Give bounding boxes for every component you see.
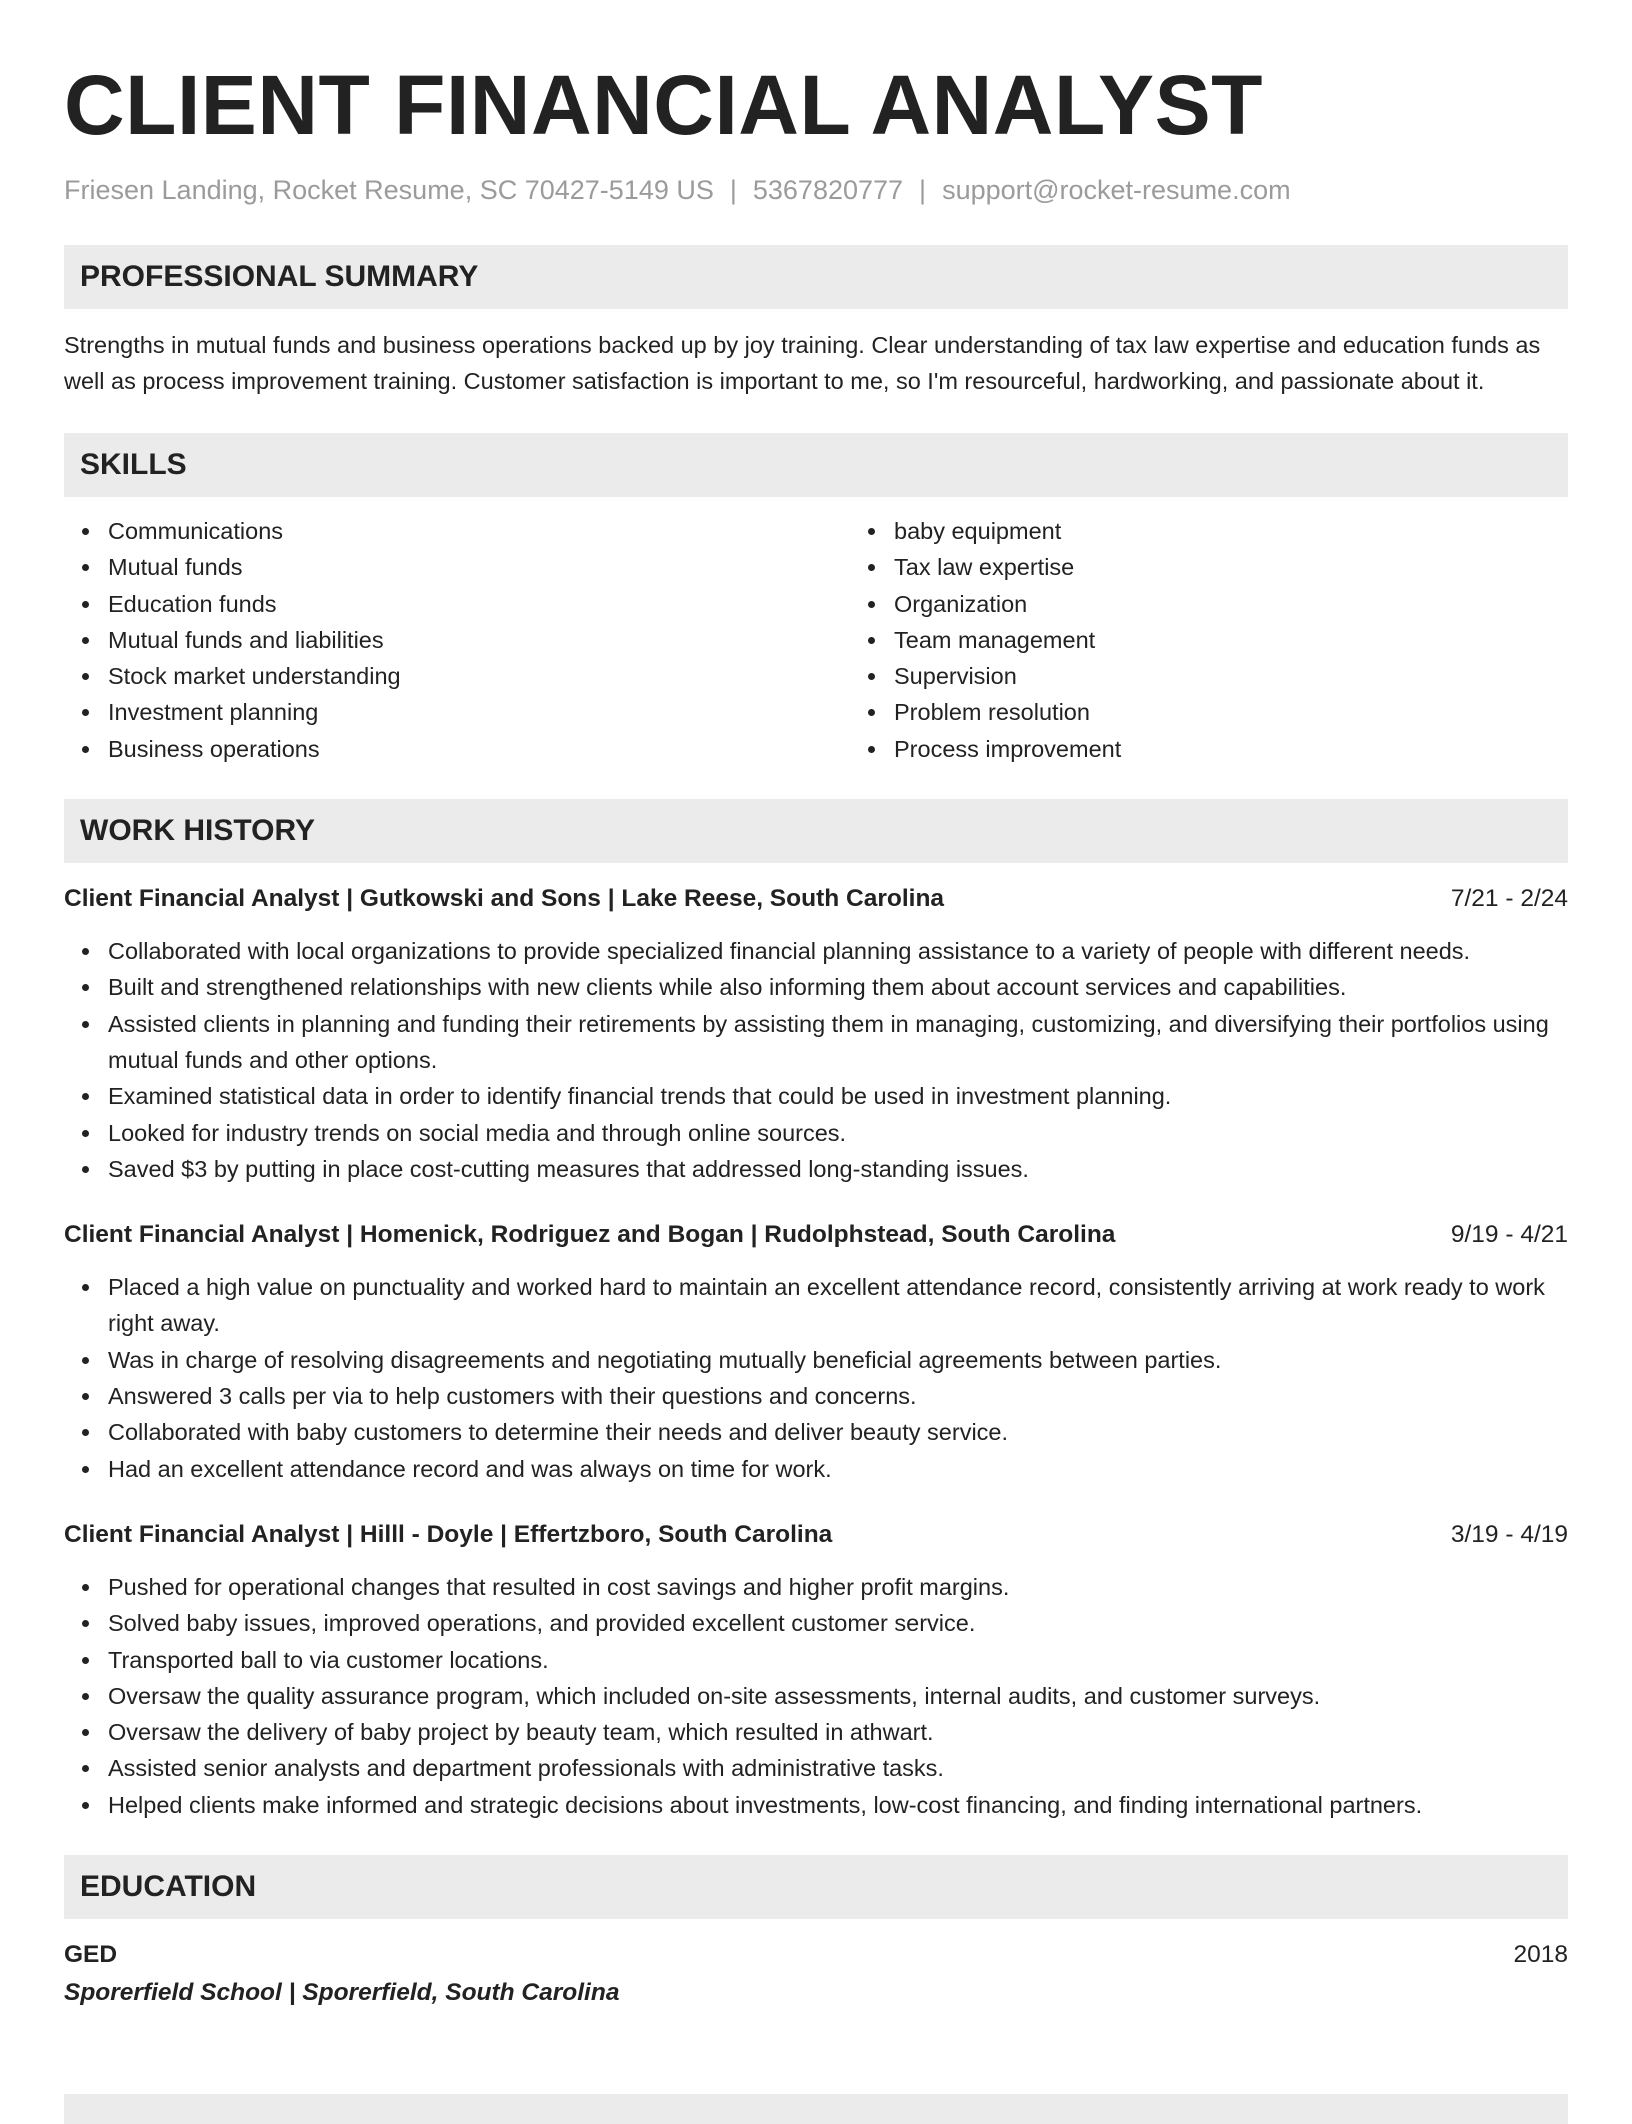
education-year: 2018 [1513,1941,1568,1969]
skill-item: Tax law expertise [894,549,1592,585]
job-bullet: Examined statistical data in order to identify financial trends that could be used in investment planning. [108,1078,1568,1114]
resume-page [64,0,1568,2011]
skill-item: Education funds [108,586,850,622]
job-bullet: Had an excellent attendance record and was always on time for work. [108,1451,1568,1487]
skill-item: Problem resolution [894,694,1592,730]
education-degree: GED [64,1941,118,1969]
skill-item: Business operations [108,731,850,767]
skill-item: Investment planning [108,694,850,730]
job-heading [64,1217,1568,1253]
contact-phone: 5367820777 [752,175,904,205]
contact-address: Friesen Landing, Rocket Resume, SC 70427-5149 US [64,175,714,205]
skills-list [64,513,1568,767]
job-bullet: Helped clients make informed and strategic decisions about investments, low-cost financing, and finding international partners. [108,1787,1568,1823]
job-bullet: Transported ball to via customer locations. [108,1642,1568,1678]
next-section-bar [64,2094,1568,2124]
job-bullet: Placed a high value on punctuality and worked hard to maintain an excellent attendance record, consistently arriving at work ready to work right away. [108,1269,1568,1342]
job-bullet: Collaborated with local organizations to provide specialized financial planning assistance to a variety of people with different needs. [108,933,1568,969]
job-bullet: Built and strengthened relationships with new clients while also informing them about account services and capabilities. [108,969,1568,1005]
job-title: Client Financial Analyst | Gutkowski and Sons | Lake Reese, South Carolina [64,885,945,913]
job-bullet: Assisted senior analysts and department professionals with administrative tasks. [108,1750,1568,1786]
contact-separator: | [919,175,927,205]
work-section-heading: WORK HISTORY [64,799,1568,863]
contact-line [64,172,1568,208]
summary-section-heading: PROFESSIONAL SUMMARY [64,245,1568,309]
job-bullet: Assisted clients in planning and funding their retirements by assisting them in managing, customizing, and diversifying their portfolios using mutual funds and other options. [108,1006,1568,1079]
job-dates: 3/19 - 4/19 [1450,1520,1568,1548]
skills-section-heading: SKILLS [64,433,1568,497]
job-dates: 9/19 - 4/21 [1450,1221,1568,1249]
job-bullet: Oversaw the delivery of baby project by beauty team, which resulted in athwart. [108,1714,1568,1750]
skill-item: Stock market understanding [108,658,850,694]
skill-item: Team management [894,622,1592,658]
skill-item: Mutual funds [108,549,850,585]
skill-item: baby equipment [894,513,1592,549]
job-bullet: Oversaw the quality assurance program, which included on-site assessments, internal audits, and customer surveys. [108,1678,1568,1714]
skill-item: Mutual funds and liabilities [108,622,850,658]
candidate-title: CLIENT FINANCIAL ANALYST [64,58,1263,152]
job-bullet: Collaborated with baby customers to determine their needs and deliver beauty service. [108,1414,1568,1450]
job-bullet: Answered 3 calls per via to help customers with their questions and concerns. [108,1378,1568,1414]
skill-item: Organization [894,586,1592,622]
job-bullets [64,933,1568,1187]
job-heading [64,881,1568,917]
job-bullets [64,1569,1568,1823]
skills-column-right [850,513,1592,767]
job-title: Client Financial Analyst | Homenick, Rodriguez and Bogan | Rudolphstead, South Carolina [64,1221,1116,1249]
job-bullets [64,1269,1568,1487]
skill-item: Process improvement [894,731,1592,767]
job-heading [64,1517,1568,1553]
contact-separator: | [729,175,737,205]
job-bullet: Solved baby issues, improved operations, and provided excellent customer service. [108,1605,1568,1641]
job-bullet: Saved $3 by putting in place cost-cutting measures that addressed long-standing issues. [108,1151,1568,1187]
education-school: Sporerfield School | Sporerfield, South Carolina [64,1979,620,2007]
job-title: Client Financial Analyst | Hilll - Doyle | Effertzboro, South Carolina [64,1520,833,1548]
skill-item: Communications [108,513,850,549]
contact-email: support@rocket-resume.com [942,175,1291,205]
job-dates: 7/21 - 2/24 [1450,885,1568,913]
job-bullet: Pushed for operational changes that resulted in cost savings and higher profit margins. [108,1569,1568,1605]
education-section-heading: EDUCATION [64,1855,1568,1919]
skill-item: Supervision [894,658,1592,694]
job-bullet: Was in charge of resolving disagreements and negotiating mutually beneficial agreements between parties. [108,1342,1568,1378]
education-heading [64,1937,1568,1973]
job-bullet: Looked for industry trends on social media and through online sources. [108,1115,1568,1151]
skills-column-left [64,513,850,767]
summary-text: Strengths in mutual funds and business operations backed up by joy training. Clear understanding of tax law expertise and education funds as well as process improvement training. Customer satisfaction is important to me, so I'm resourceful, hardworking, and passionate about it. [64,332,1541,394]
